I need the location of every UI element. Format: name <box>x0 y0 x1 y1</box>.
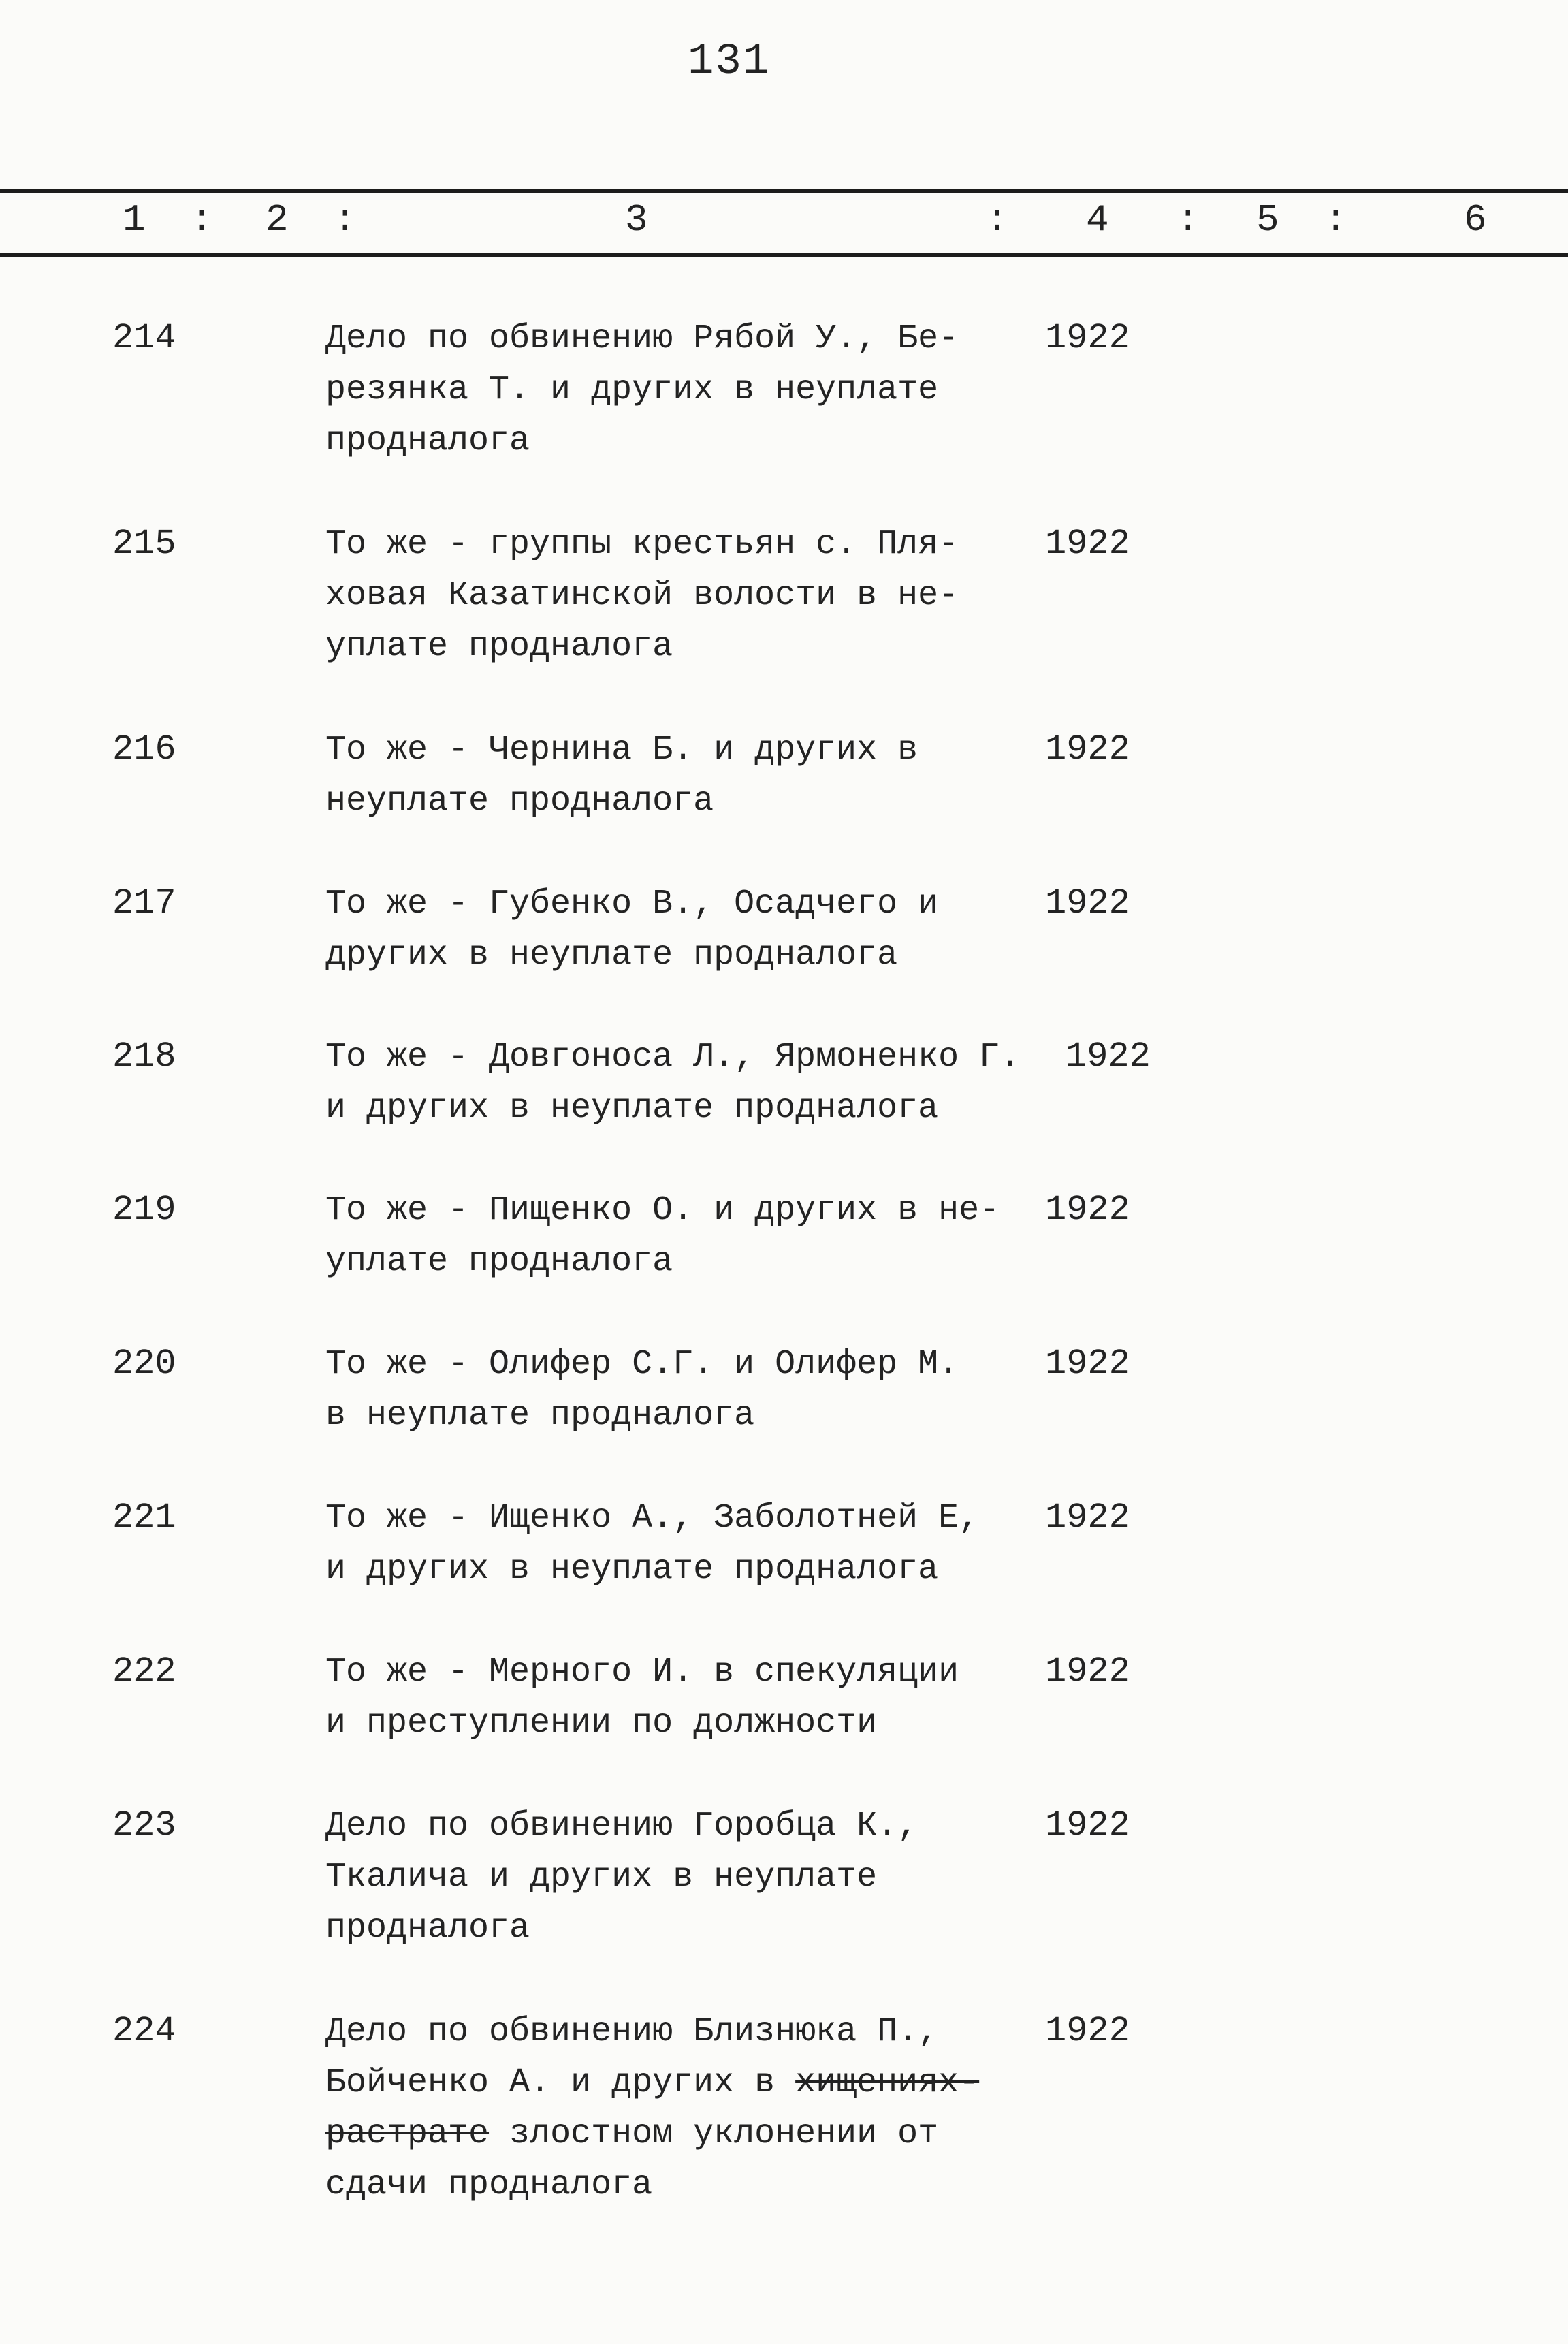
header-sep-4: : <box>1177 198 1200 242</box>
row-year: 1922 <box>1045 1498 1130 1538</box>
row-number: 223 <box>112 1805 176 1846</box>
row-number: 221 <box>112 1498 176 1538</box>
row-title: Дело по обвинению Горобца К., Ткалича и других в неуплате продналога <box>325 1807 918 1948</box>
header-col-3: 3 <box>625 198 648 242</box>
row-title: То же - группы крестьян с. Пля- ховая Казатинской волости в не- уплате продналога <box>325 525 959 666</box>
row-year: 1922 <box>1045 524 1130 564</box>
page-number: 131 <box>688 37 771 86</box>
row-year: 1922 <box>1066 1036 1151 1077</box>
header-col-2: 2 <box>266 198 289 242</box>
header-sep-5: : <box>1324 198 1347 242</box>
row-number: 215 <box>112 524 176 564</box>
row-number: 217 <box>112 883 176 923</box>
row-title: То же - Губенко В., Осадчего и других в неуплате продналога <box>325 885 939 975</box>
row-number: 224 <box>112 2011 176 2051</box>
row-title: То же - Пищенко О. и других в не- уплате продналога <box>325 1191 1000 1281</box>
header-col-6: 6 <box>1464 198 1487 242</box>
table-header-rule <box>0 253 1568 257</box>
row-title: Дело по обвинению Рябой У., Бе- резянка Т. и других в неуплате продналога <box>325 319 959 460</box>
row-year: 1922 <box>1045 2011 1130 2051</box>
row-year: 1922 <box>1045 1805 1130 1846</box>
struck-text: хищениях- <box>795 2063 980 2102</box>
header-col-4: 4 <box>1086 198 1109 242</box>
row-title: То же - Чернина Б. и других в неуплате продналога <box>325 731 918 821</box>
row-number: 214 <box>112 318 176 358</box>
row-title: То же - Довгоноса Л., Ярмоненко Г. и других в неуплате продналога <box>325 1038 1021 1128</box>
row-year: 1922 <box>1045 1651 1130 1692</box>
header-col-5: 5 <box>1256 198 1279 242</box>
header-sep-3: : <box>986 198 1009 242</box>
row-number: 222 <box>112 1651 176 1692</box>
row-year: 1922 <box>1045 318 1130 358</box>
row-year: 1922 <box>1045 883 1130 923</box>
header-sep-2: : <box>334 198 357 242</box>
row-year: 1922 <box>1045 729 1130 770</box>
row-number: 216 <box>112 729 176 770</box>
row-year: 1922 <box>1045 1344 1130 1384</box>
row-number: 218 <box>112 1036 176 1077</box>
header-sep-1: : <box>191 198 214 242</box>
struck-text: растрате <box>325 2115 490 2153</box>
header-col-1: 1 <box>123 198 146 242</box>
row-number: 219 <box>112 1190 176 1230</box>
table-top-rule <box>0 189 1568 193</box>
row-title: То же - Мерного И. в спекуляции и преступлении по должности <box>325 1653 959 1743</box>
row-number: 220 <box>112 1344 176 1384</box>
row-year: 1922 <box>1045 1190 1130 1230</box>
row-title: То же - Ищенко А., Заболотней Е, и других в неуплате продналога <box>325 1499 980 1589</box>
row-title: Дело по обвинению Близнюка П., Бойченко А. и других в хищениях- растрате злостном уклонении от сдачи продналога <box>325 2012 980 2204</box>
row-title: То же - Олифер С.Г. и Олифер М. в неуплате продналога <box>325 1345 959 1435</box>
